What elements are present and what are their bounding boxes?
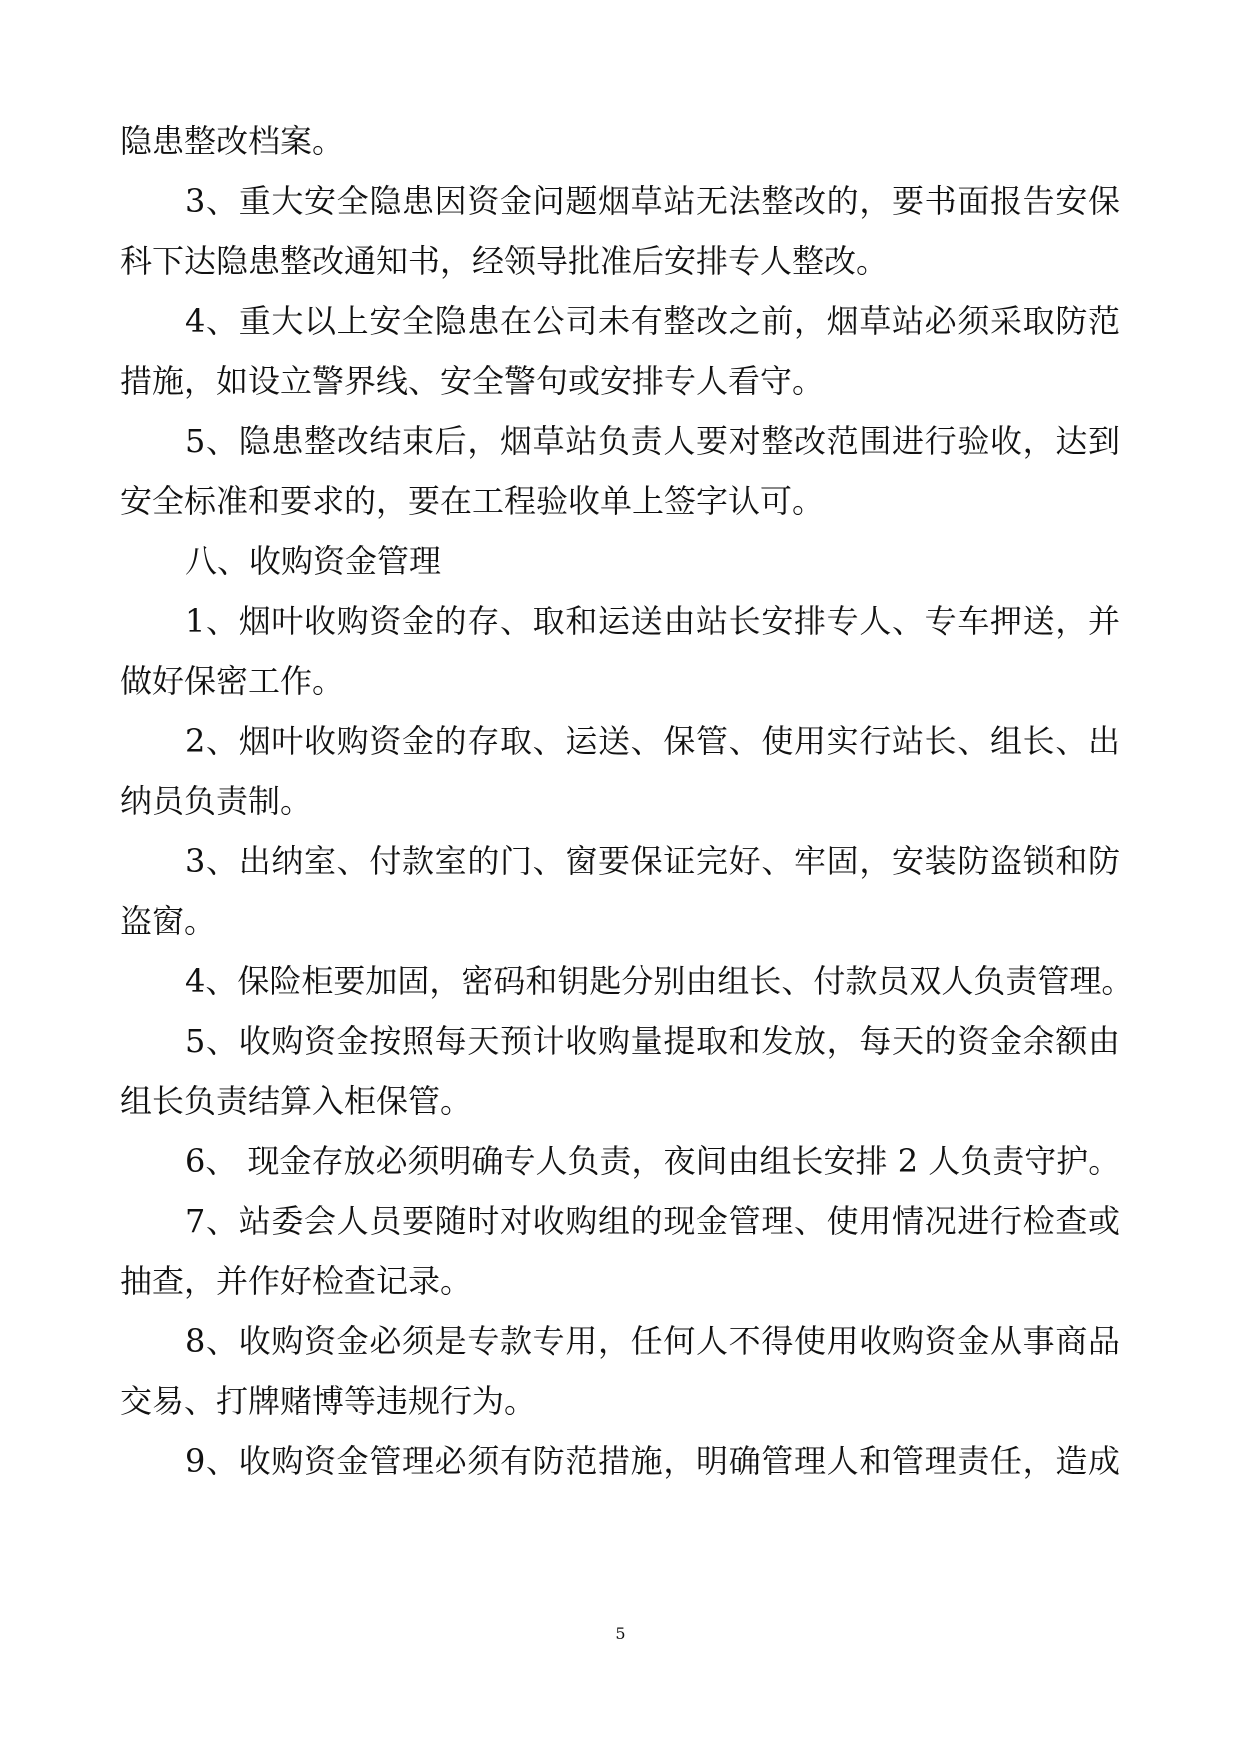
text-line-12: 纳员负责制。 [120,782,313,820]
text-line-22: 交易、打牌赌博等违规行为。 [120,1382,537,1420]
text-line-11: 2、烟叶收购资金的存取、运送、保管、使用实行站长、组长、出 [185,722,1120,760]
text-line-20: 抽查，并作好检查记录。 [120,1262,473,1300]
text-line-4: 4、重大以上安全隐患在公司未有整改之前，烟草站必须采取防范 [185,302,1120,340]
text-line-23: 9、收购资金管理必须有防范措施，明确管理人和管理责任，造成 [185,1442,1120,1480]
text-line-17: 组长负责结算入柜保管。 [120,1082,473,1120]
text-line-13: 3、出纳室、付款室的门、窗要保证完好、牢固，安装防盗锁和防 [185,842,1120,880]
text-line-1: 隐患整改档案。 [120,122,345,160]
section-heading: 八、收购资金管理 [185,542,442,580]
text-line-6: 5、隐患整改结束后，烟草站负责人要对整改范围进行验收，达到 [185,422,1120,460]
text-line-2: 3、重大安全隐患因资金问题烟草站无法整改的，要书面报告安保 [185,182,1120,220]
text-line-10: 做好保密工作。 [120,662,345,700]
text-line-18: 6、 现金存放必须明确专人负责，夜间由组长安排 2 人负责守护。 [185,1142,1121,1180]
text-line-15: 4、保险柜要加固，密码和钥匙分别由组长、付款员双人负责管理。 [185,962,1134,1000]
text-line-7: 安全标准和要求的，要在工程验收单上签字认可。 [120,482,825,520]
text-line-3: 科下达隐患整改通知书，经领导批准后安排专人整改。 [120,242,889,280]
text-line-14: 盗窗。 [120,902,217,940]
text-line-16: 5、收购资金按照每天预计收购量提取和发放，每天的资金余额由 [185,1022,1120,1060]
page-number: 5 [615,1624,626,1643]
text-line-19: 7、站委会人员要随时对收购组的现金管理、使用情况进行检查或 [185,1202,1120,1240]
text-line-9: 1、烟叶收购资金的存、取和运送由站长安排专人、专车押送，并 [185,602,1120,640]
text-line-21: 8、收购资金必须是专款专用，任何人不得使用收购资金从事商品 [185,1322,1120,1360]
text-line-5: 措施，如设立警界线、安全警句或安排专人看守。 [120,362,825,400]
